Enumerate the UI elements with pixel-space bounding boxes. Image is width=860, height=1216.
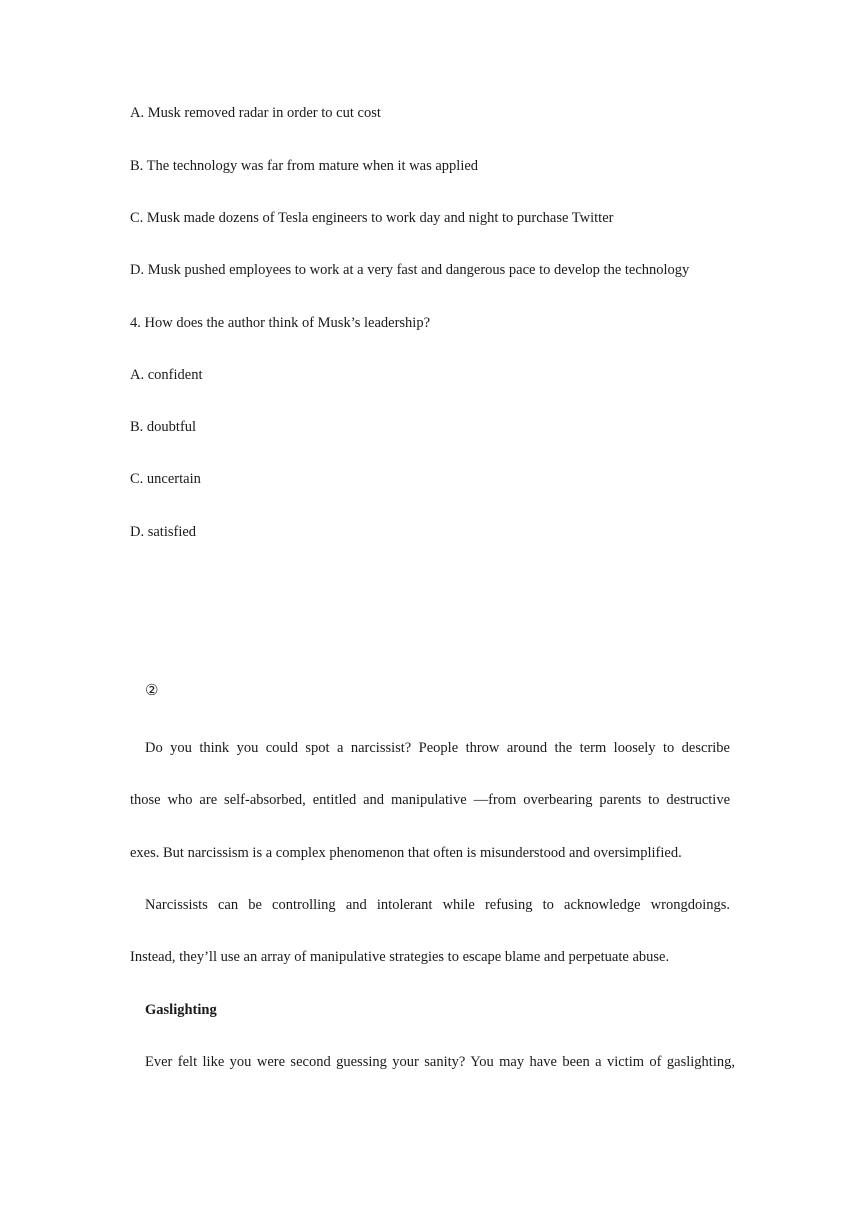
option-3b: B. The technology was far from mature when it was applied — [130, 158, 479, 174]
paragraph-1-line-2: those who are self-absorbed, entitled and manipulative —from overbearing parents to destructive — [130, 792, 730, 808]
section-heading: Gaslighting — [145, 1002, 217, 1018]
paragraph-1-line-3: exes. But narcissism is a complex phenomenon that often is misunderstood and oversimplified. — [130, 845, 682, 861]
passage-marker: ② — [145, 681, 159, 699]
paragraph-2-line-2: Instead, they’ll use an array of manipulative strategies to escape blame and perpetuate abuse. — [130, 949, 670, 965]
option-4c: C. uncertain — [130, 471, 201, 487]
paragraph-1-line-1: Do you think you could spot a narcissist? People throw around the term loosely to describe — [145, 740, 730, 756]
paragraph-3-line-1: Ever felt like you were second guessing your sanity? You may have been a victim of gaslighting, — [145, 1054, 735, 1070]
question-4-stem: 4. How does the author think of Musk’s leadership? — [130, 315, 431, 331]
option-4b: B. doubtful — [130, 419, 197, 435]
option-3c: C. Musk made dozens of Tesla engineers to work day and night to purchase Twitter — [130, 210, 614, 226]
option-3d: D. Musk pushed employees to work at a very fast and dangerous pace to develop the technology — [130, 262, 690, 278]
option-4a: A. confident — [130, 367, 203, 383]
option-4d: D. satisfied — [130, 524, 197, 540]
paragraph-2-line-1: Narcissists can be controlling and intolerant while refusing to acknowledge wrongdoings. — [145, 897, 730, 913]
option-3a: A. Musk removed radar in order to cut cost — [130, 105, 381, 121]
